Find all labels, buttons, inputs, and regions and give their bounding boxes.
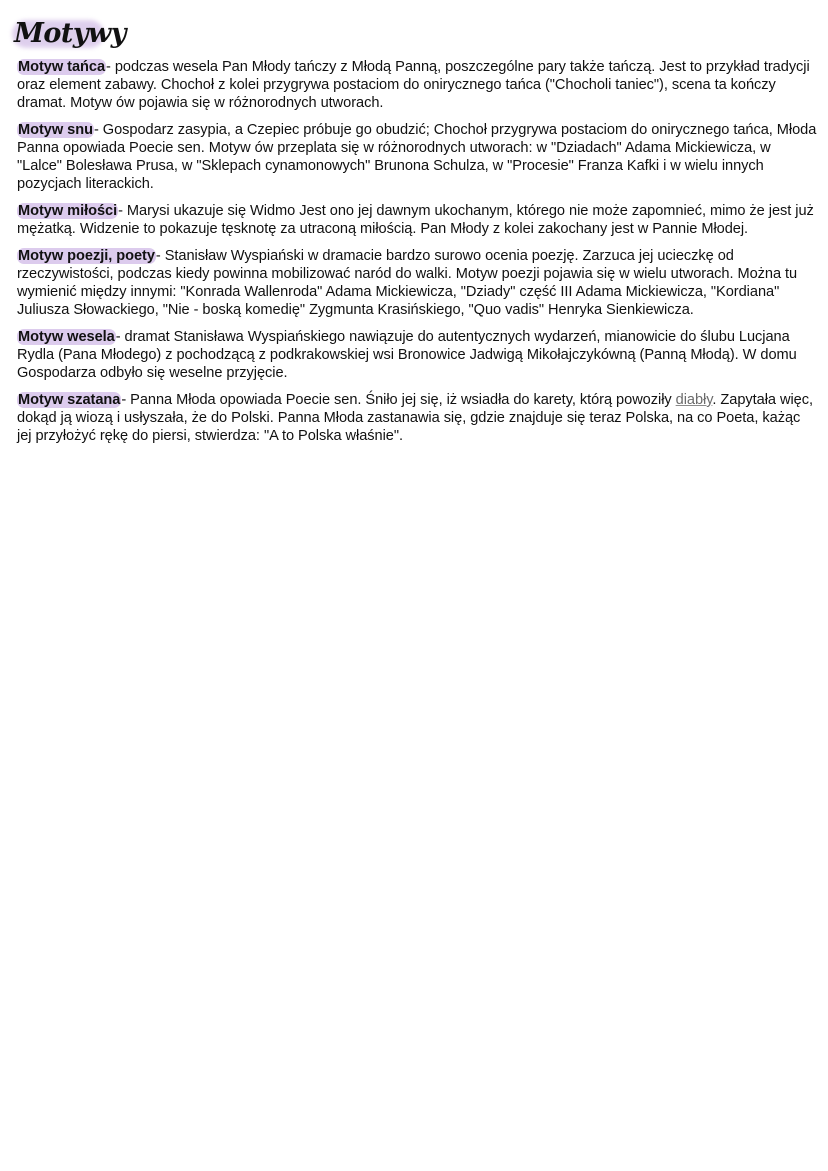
motif-heading: Motyw tańca [18, 59, 106, 75]
motif-entry-wedding [17, 328, 817, 382]
motif-entry-dance [17, 58, 817, 112]
motif-text: - Marysi ukazuje się Widmo Jest ono jej dawnym ukochanym, którego nie może zapomnieć, mimo że jest już mężatką. Widzenie to pokazuje tęsknotę za utraconą miłością. Pan Młody z kolei zakochany jest w Pannie Młodej. [17, 203, 814, 237]
motif-entry-poetry [17, 247, 817, 319]
title-block [12, 14, 126, 54]
motif-heading: Motyw snu [18, 122, 93, 138]
motif-entry-dream [17, 121, 817, 193]
motif-entry-love [17, 202, 817, 238]
motif-text: - Stanisław Wyspiański w dramacie bardzo surowo ocenia poezję. Zarzuca jej ucieczkę od rzeczywistości, podczas kiedy powinna mobilizować naród do walki. Motyw poezji pojawia się w wielu utworach. Można tu wymienić między innymi: "Konrada Wallenroda" Adama Mickiewicza, "Dziady" część III Adama Mickiewicza, "Kordiana" Juliusza Słowackiego, "Nie - boską komedię" Zygmunta Krasińskiego, "Quo vadis" Henryka Sienkiewicza. [17, 248, 798, 318]
motif-heading: Motyw poezji, poety [18, 248, 155, 264]
motif-text: - podczas wesela Pan Młody tańczy z Młodą Panną, poszczególne pary także tańczą. Jest to przykład tradycji oraz element zabawy. Chochoł z kolei przygrywa postaciom do onirycznego tańca ("Chocholi taniec"), scena ta kończy dramat. Motyw ów pojawia się w różnorodnych utworach. [17, 59, 810, 111]
motif-entry-satan [17, 391, 817, 445]
motif-text: - Gospodarz zasypia, a Czepiec próbuje go obudzić; Chochoł przygrywa postaciom do onirycznego tańca, Młoda Panna opowiada Poecie sen. Motyw ów przeplata się w różnorodnych utworach: w "Dziadach" Adama Mickiewicza, w "Lalce" Bolesława Prusa, w "Sklepach cynamonowych" Brunona Schulza, w "Procesie" Franza Kafki i w wielu innych pozycjach literackich. [17, 122, 817, 192]
motif-text: - Panna Młoda opowiada Poecie sen. Śniło jej się, iż wsiadła do karety, którą powoziły [121, 392, 676, 408]
motif-heading: Motyw wesela [18, 329, 115, 345]
motif-text: . Zapytała więc, dokąd ją wiozą i usłyszała, że do Polski. Panna Młoda zastanawia się, gdzie znajduje się teraz Polska, na co Poeta, każąc jej przyłożyć rękę do piersi, stwierdza: "A to Polska właśnie". [17, 392, 813, 444]
page-title: Motywy [14, 18, 126, 49]
motif-heading: Motyw szatana [18, 392, 121, 408]
document-page [14, 14, 817, 454]
motif-text: - dramat Stanisława Wyspiańskiego nawiązuje do autentycznych wydarzeń, mianowicie do ślubu Lucjana Rydla (Pana Młodego) z pochodzącą z podkrakowskiej wsi Bronowice Jadwigą Mikołajczykówną (Panną Młodą). W domu Gospodarza odbyło się weselne przyjęcie. [17, 329, 797, 381]
devils-link[interactable]: diabły [675, 392, 713, 408]
motif-heading: Motyw miłości [18, 203, 118, 219]
